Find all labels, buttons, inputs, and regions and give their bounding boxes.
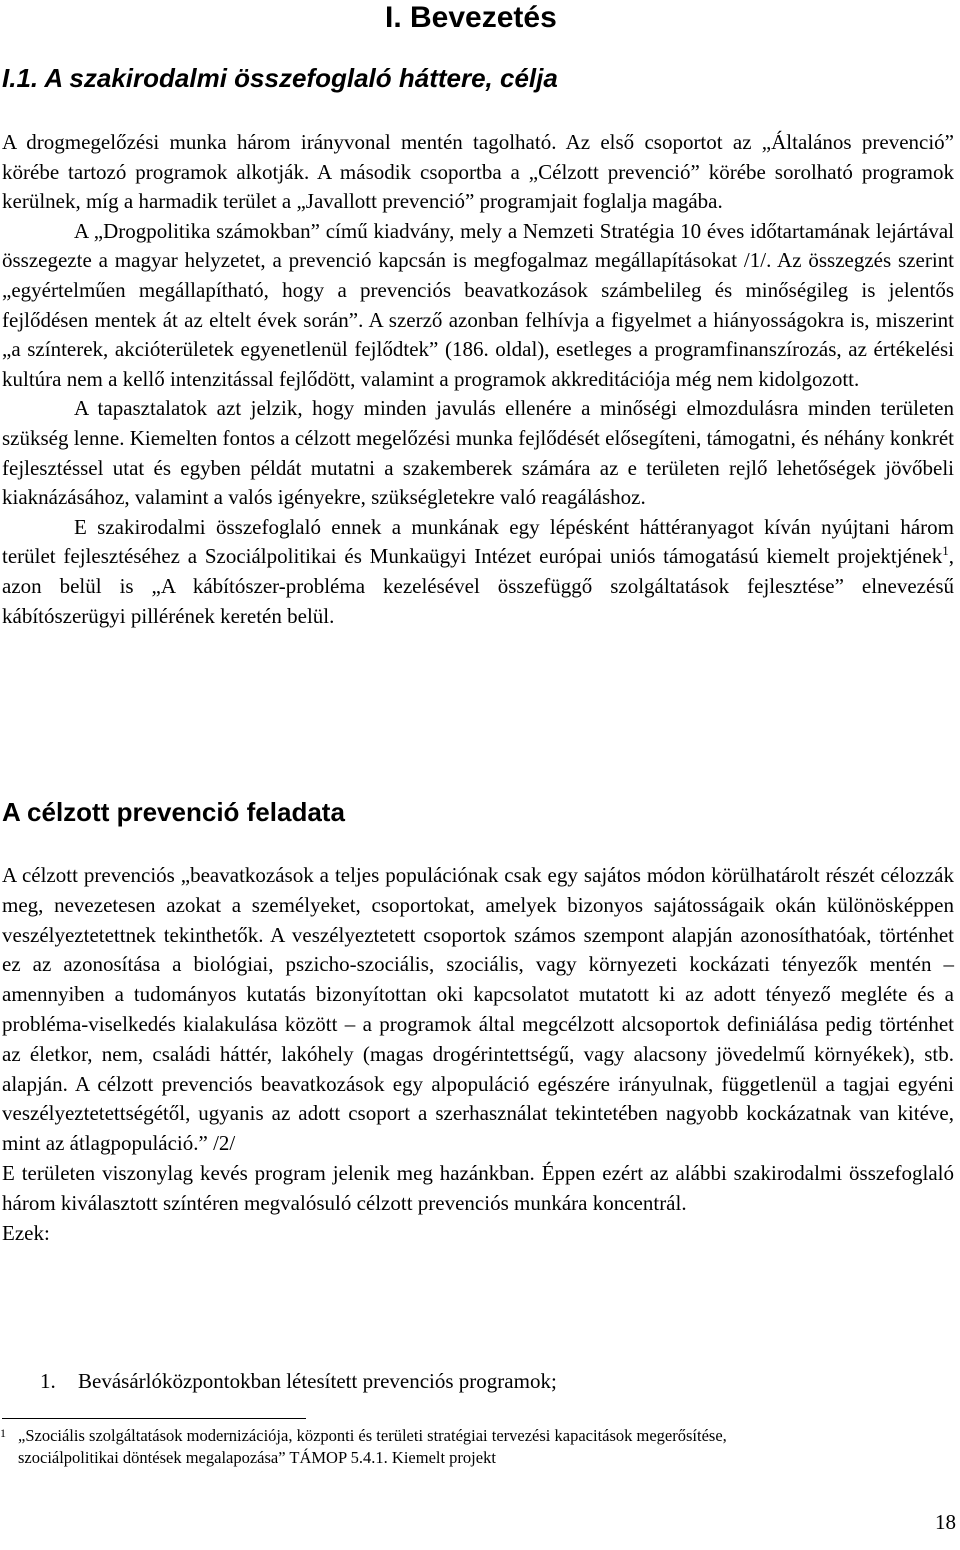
footnote-text-1: „Szociális szolgáltatások modernizációja, központi és területi stratégiai tervezési kapacitások megerősítése, xyxy=(18,1426,727,1445)
footnote xyxy=(0,1425,956,1469)
list-item-number: 1. xyxy=(40,1369,56,1393)
chapter-heading: I. Bevezetés xyxy=(385,1,557,34)
intro-paragraph-2: A „Drogpolitika számokban” című kiadvány, mely a Nemzeti Stratégia 10 éves időtartamának lejártával összegezte a magyar helyzetet, a prevenció kapcsán is megfogalmaz megállapításokat /1/. Az összegzés szerint „egyértelműen megállapítható, hogy a prevenciós beavatkozások számbelileg és minőségileg is jelentős fejlődésen mentek át az eltelt évek során”. A szerző azonban felhívja a figyelmet a hiányosságokra is, miszerint „a színterek, akcióterületek egyenetlenül fejlődtek” (186. oldal), esetleges a programfinanszírozás, az értékelési kultúra nem a kellő intenzitással fejlődött, valamint a programok akkreditációja még nem kidolgozott. xyxy=(2,218,954,391)
section-heading-background: I.1. A szakirodalmi összefoglaló háttere, célja xyxy=(2,63,558,93)
intro-paragraph-1: A drogmegelőzési munka három irányvonal mentén tagolható. Az első csoportot az „Általános prevenció” körébe tartozó programok alkotják. A második csoportba a „Célzott prevenció” körébe sorolható programok kerülnek, míg a harmadik terület a „Javallott prevenció” programjait foglalja magába. xyxy=(2,130,954,214)
footnote-separator xyxy=(2,1418,306,1419)
section-paragraph-2: E területen viszonylag kevés program jelenik meg hazánkban. Éppen ezért az alábbi szakirodalmi összefoglaló három kiválasztott színtéren megvalósuló célzott prevenciós munkára koncentrál. xyxy=(2,1160,954,1215)
footnote-reference[interactable]: 1 xyxy=(942,543,949,559)
section-heading-targeted-prevention: A célzott prevenció feladata xyxy=(2,797,345,827)
footnote-line-1: 1 „Szociális szolgáltatások modernizációja, központi és területi stratégiai tervezési kapacitások megerősítése, xyxy=(0,1426,727,1445)
page-number: 18 xyxy=(935,1510,956,1534)
list-item-text: Bevásárlóközpontokban létesített prevenciós programok; xyxy=(78,1369,557,1393)
list-item xyxy=(40,1367,557,1395)
section-body xyxy=(2,861,954,1248)
intro-paragraph-4-end: , azon belül is „A kábítószer-probléma kezelésével összefüggő szolgáltatások fejlesztése” elnevezésű kábítószerügyi pillérének keretén belül. xyxy=(2,544,954,628)
intro-paragraph-3: A tapasztalatok azt jelzik, hogy minden javulás ellenére a minőségi elmozdulásra minden területen szükség lenne. Kiemelten fontos a célzott megelőzési munka fejlődését elősegíteni, támogatni, és néhány konkrét fejlesztéssel utat és egyben példát mutatni a szakemberek számára az e területen rejlő lehetőségek jövőbeli kiaknázásához, valamint a valós igényekre, szükségletekre való reagáláshoz. xyxy=(2,396,954,510)
footnote-line-2: szociálpolitikai döntések megalapozása” TÁMOP 5.4.1. Kiemelt projekt xyxy=(18,1448,496,1467)
intro-paragraph-4-start: E szakirodalmi összefoglaló ennek a munkának egy lépésként háttéranyagot kíván nyújtani három terület fejlesztéséhez a Szociálpolitikai és Munkaügyi Intézet európai uniós támogatású kiemelt projektjének xyxy=(2,514,954,569)
intro-paragraph-4 xyxy=(2,513,954,631)
section-paragraph-1: A célzott prevenciós „beavatkozások a teljes populációnak csak egy sajátos módon körülhatárolt részét célozzák meg, nevezetesen azokat a személyeket, csoportokat, amelyek bizonyos sajátosságaik okán különösképpen veszélyeztetettnek tekinthetők. A veszélyeztetett csoportok számos szempont alapján azonosíthatóak, történhet ez az azonosítása a biológiai, pszicho-szociális, szociális, vagy környezeti kockázati tényezők mentén – amennyiben a tudományos kutatás bizonyítottan oki kapcsolatot mutatott ki az adott tényező megléte és a probléma-viselkedés kialakulása között – a programok által megcélzott alcsoportok definiálása pedig történhet az életkor, nem, családi háttér, lakóhely (magas drogérintettségű, vagy alacsony jövedelmű környékek), stb. alapján. A célzott prevenciós beavatkozások egy alpopuláció egészére irányulnak, függetlenül a tagjai egyéni veszélyeztetettségétől, ugyanis az adott csoport a szerhasználat tekintetében nagyobb kockázatnak van kitéve, mint az átlagpopuláció.” /2/ xyxy=(2,863,954,1156)
section-paragraph-3: Ezek: xyxy=(2,1220,50,1245)
intro-body xyxy=(2,128,954,631)
